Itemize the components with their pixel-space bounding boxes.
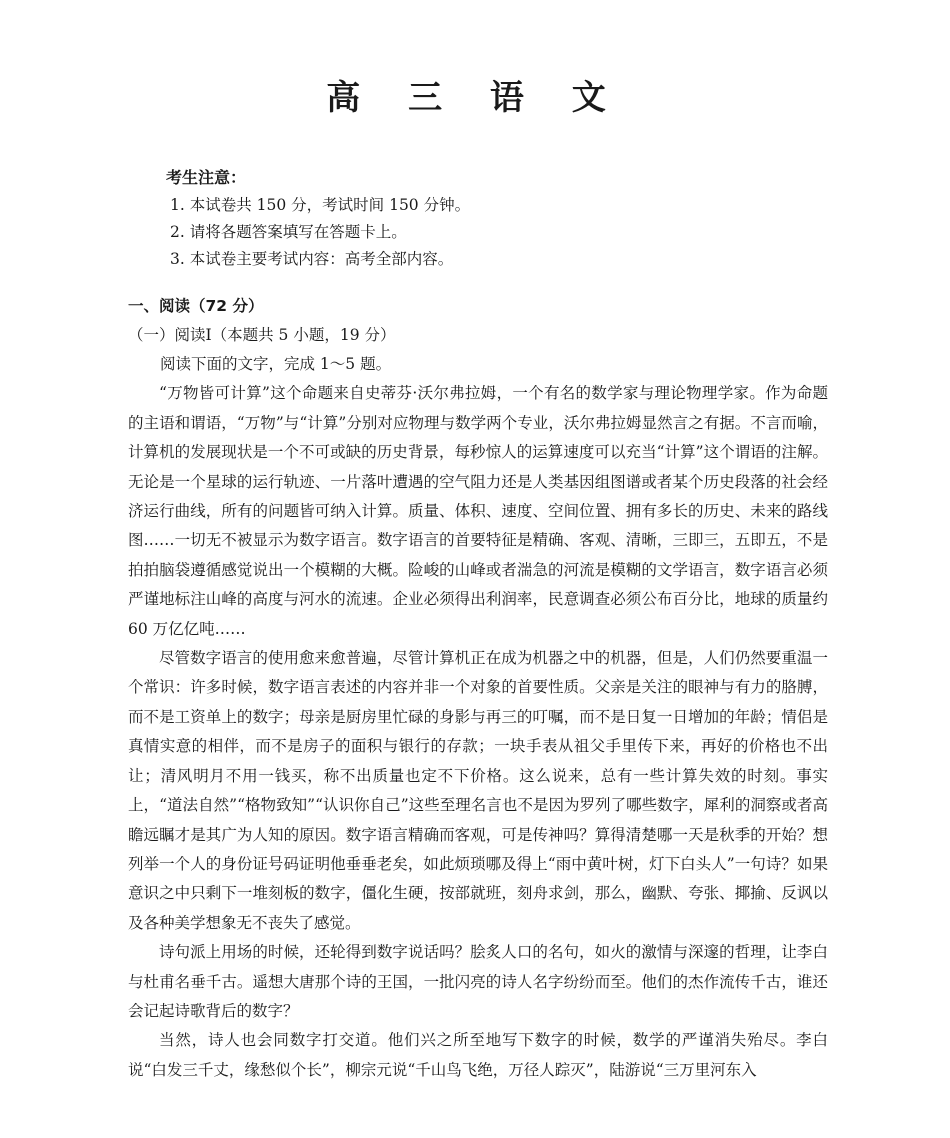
- notice-item: 3. 本试卷主要考试内容：高考全部内容。: [170, 250, 454, 268]
- exam-title: 高 三 语 文: [326, 78, 624, 118]
- section-heading: 一、阅读（72 分）: [128, 297, 264, 315]
- notice-heading: 考生注意：: [166, 168, 247, 187]
- reading-instruction: 阅读下面的文字，完成 1～5 题。: [160, 355, 392, 373]
- passage-paragraph: 尽管数字语言的使用愈来愈普遍，尽管计算机正在成为机器之中的机器，但是，人们仍然要重温一个常识：许多时候，数字语言表述的内容并非一个对象的首要性质。父亲是关注的眼神与有力的胳膊，而不是工资单上的数字；母亲是厨房里忙碌的身影与再三的叮嘱，而不是日复一日增加的年龄；情侣是真情实意的相伴，而不是房子的面积与银行的存款；一块手表从祖父手里传下来，再好的价格也不出让；清风明月不用一钱买，称不出质量也定不下价格。这么说来，总有一些计算失效的时刻。事实上，“道法自然”“格物致知”“认识你自己”这些至理名言也不是因为罗列了哪些数字，犀利的洞察或者高瞻远瞩才是其广为人知的原因。数字语言精确而客观，可是传神吗？算得清楚哪一天是秋季的开始？想列举一个人的身份证号码证明他垂垂老矣，如此烦琐哪及得上“雨中黄叶树，灯下白头人”一句诗？如果意识之中只剩下一堆刻板的数字，僵化生硬，按部就班，刻舟求剑，那么，幽默、夸张、揶揄、反讽以及各种美学想象无不丧失了感觉。: [128, 649, 828, 932]
- subsection-heading: （一）阅读Ⅰ（本题共 5 小题，19 分）: [128, 326, 396, 344]
- passage-paragraph: 当然，诗人也会同数字打交道。他们兴之所至地写下数字的时候，数学的严谨消失殆尽。李白说“白发三千丈，缘愁似个长”，柳宗元说“千山鸟飞绝，万径人踪灭”，陆游说“三万里河东入: [128, 1031, 828, 1079]
- passage-paragraph: “万物皆可计算”这个命题来自史蒂芬·沃尔弗拉姆，一个有名的数学家与理论物理学家。作为命题的主语和谓语，“万物”与“计算”分别对应物理与数学两个专业，沃尔弗拉姆显然言之有据。不言而喻，计算机的发展现状是一个不可或缺的历史背景，每秒惊人的运算速度可以充当“计算”这个谓语的注解。无论是一个星球的运行轨迹、一片落叶遭遇的空气阻力还是人类基因组图谱或者某个历史段落的社会经济运行曲线，所有的问题皆可纳入计算。质量、体积、速度、空间位置、拥有多长的历史、未来的路线图……一切无不被显示为数字语言。数字语言的首要特征是精确、客观、清晰，三即三，五即五，不是拍拍脑袋遵循感觉说出一个模糊的大概。险峻的山峰或者湍急的河流是模糊的文学语言，数字语言必须严谨地标注山峰的高度与河水的流速。企业必须得出利润率，民意调查必须公布百分比，地球的质量约 60 万亿亿吨……: [128, 384, 828, 638]
- candidate-notice: [166, 164, 470, 273]
- reading-passage: [128, 350, 828, 1085]
- notice-item: 1. 本试卷共 150 分，考试时间 150 分钟。: [170, 196, 471, 214]
- passage-paragraph: 诗句派上用场的时候，还轮得到数字说话吗？脍炙人口的名句，如火的激情与深邃的哲理，让李白与杜甫名垂千古。遥想大唐那个诗的王国，一批闪亮的诗人名字纷纷而至。他们的杰作流传千古，谁还会记起诗歌背后的数字？: [128, 943, 828, 1020]
- notice-item: 2. 请将各题答案填写在答题卡上。: [170, 223, 407, 241]
